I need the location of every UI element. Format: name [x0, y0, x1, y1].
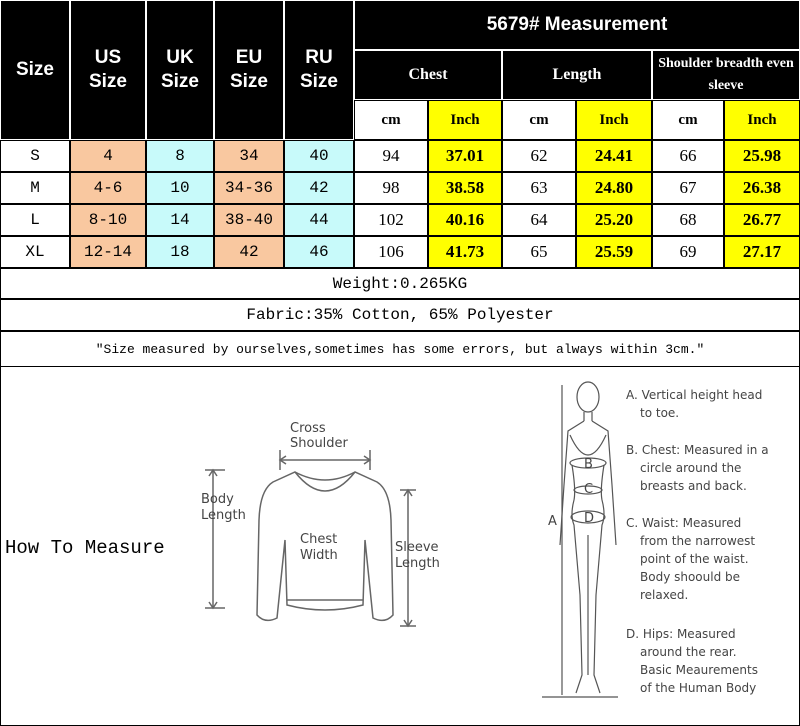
chest-inch-header: Inch: [428, 100, 502, 140]
header-us-size: US Size: [70, 0, 146, 140]
table-row-cell: 94: [354, 140, 428, 172]
table-row-cell: 26.38: [724, 172, 800, 204]
table-row-cell: 106: [354, 236, 428, 268]
table-row-cell: 27.17: [724, 236, 800, 268]
table-row-cell: 44: [284, 204, 354, 236]
chest-cm-header: cm: [354, 100, 428, 140]
table-row-cell: 4-6: [70, 172, 146, 204]
measurement-title: 5679# Measurement: [354, 0, 800, 50]
table-row-cell: 46: [284, 236, 354, 268]
table-row-cell: 25.98: [724, 140, 800, 172]
note-d: D. Hips: Measured around the rear. Basic Meaurements of the Human Body: [626, 627, 758, 695]
how-to-measure-label: How To Measure: [5, 537, 165, 559]
sleeve-label: Sleeve: [395, 540, 439, 555]
table-row-cell: 25.59: [576, 236, 652, 268]
header-chest: Chest: [354, 50, 502, 100]
table-row-cell: 34-36: [214, 172, 284, 204]
table-row-cell: 38-40: [214, 204, 284, 236]
table-row-cell: 24.80: [576, 172, 652, 204]
header-ru-size: RU Size: [284, 0, 354, 140]
table-row-cell: 26.77: [724, 204, 800, 236]
table-row-cell: S: [0, 140, 70, 172]
body-length-label: Length: [201, 508, 246, 523]
table-row-cell: 40.16: [428, 204, 502, 236]
table-row-cell: 98: [354, 172, 428, 204]
table-row-cell: 66: [652, 140, 724, 172]
disclaimer-row: "Size measured by ourselves,sometimes has some errors, but always within 3cm.": [0, 331, 800, 367]
table-row-cell: XL: [0, 236, 70, 268]
table-row-cell: 41.73: [428, 236, 502, 268]
table-row-cell: 62: [502, 140, 576, 172]
table-row-cell: 14: [146, 204, 214, 236]
shoulder-label: Shoulder: [290, 436, 348, 451]
marker-b: B: [584, 457, 593, 472]
table-row-cell: 69: [652, 236, 724, 268]
header-shoulder: Shoulder breadth even sleeve: [652, 50, 800, 100]
table-row-cell: 12-14: [70, 236, 146, 268]
table-row-cell: 63: [502, 172, 576, 204]
shoulder-inch-header: Inch: [724, 100, 800, 140]
fabric-row: Fabric:35% Cotton, 65% Polyester: [0, 299, 800, 331]
header-size: Size: [0, 0, 70, 140]
table-row-cell: 18: [146, 236, 214, 268]
table-row-cell: 102: [354, 204, 428, 236]
table-row-cell: 25.20: [576, 204, 652, 236]
marker-c: C: [584, 482, 594, 497]
table-row-cell: 34: [214, 140, 284, 172]
table-row-cell: 40: [284, 140, 354, 172]
weight-row: Weight:0.265KG: [0, 268, 800, 299]
sleeve-length-label: Length: [395, 556, 440, 571]
table-row-cell: 42: [284, 172, 354, 204]
header-length: Length: [502, 50, 652, 100]
table-row-cell: 42: [214, 236, 284, 268]
table-row-cell: M: [0, 172, 70, 204]
note-b: B. Chest: Measured in a circle around the breasts and back.: [626, 443, 769, 493]
table-row-cell: 37.01: [428, 140, 502, 172]
sweater-diagram: [195, 410, 455, 640]
header-eu-size: EU Size: [214, 0, 284, 140]
table-row-cell: 68: [652, 204, 724, 236]
shoulder-cm-header: cm: [652, 100, 724, 140]
body-diagram: [540, 375, 620, 705]
length-inch-header: Inch: [576, 100, 652, 140]
marker-a: A: [548, 514, 557, 529]
table-row-cell: 64: [502, 204, 576, 236]
table-row-cell: 67: [652, 172, 724, 204]
chest-label: Chest: [300, 532, 338, 547]
table-row-cell: 8: [146, 140, 214, 172]
cross-label: Cross: [290, 421, 326, 436]
width-label: Width: [300, 548, 338, 563]
length-cm-header: cm: [502, 100, 576, 140]
table-row-cell: 8-10: [70, 204, 146, 236]
table-row-cell: 24.41: [576, 140, 652, 172]
body-label: Body: [201, 492, 234, 507]
table-row-cell: L: [0, 204, 70, 236]
note-c: C. Waist: Measured from the narrowest point of the waist. Body shoould be relaxed.: [626, 516, 756, 602]
table-row-cell: 10: [146, 172, 214, 204]
table-row-cell: 38.58: [428, 172, 502, 204]
header-uk-size: UK Size: [146, 0, 214, 140]
table-row-cell: 65: [502, 236, 576, 268]
marker-d: D: [584, 511, 595, 526]
table-row-cell: 4: [70, 140, 146, 172]
note-a: A. Vertical height head to toe.: [626, 388, 763, 420]
